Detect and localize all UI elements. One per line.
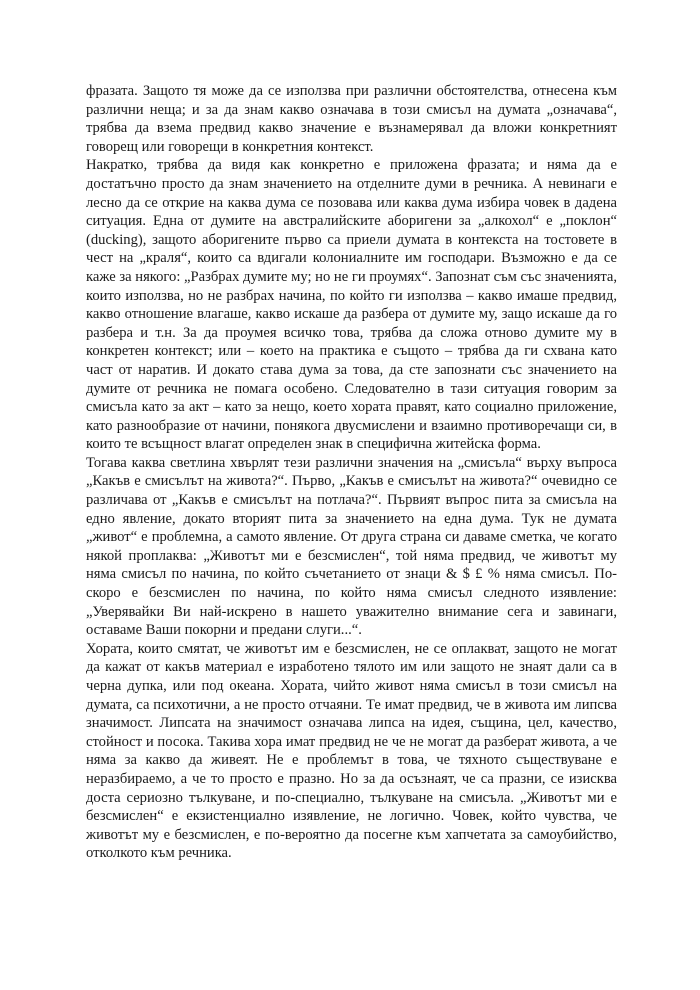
paragraph-4: Хората, които смятат, че животът им е безсмислен, не се оплакват, защото не могат да кажат от какъв материал е изработено тялото им или защото не знаят дали са в черна дупка, или под океана. Хората, чийто живот няма смисъл в този смисъл на думата, са психотични, а не просто отчаяни. Те имат предвид, че в живота им липсва значимост. Липсата на значимост означава липса на идея, същина, цел, качество, стойност и посока. Такива хора имат предвид не че не могат да разберат живота, а че няма за какво да живеят. Не е проблемът в това, че тяхното съществуване е неразбираемо, а че то просто е празно. Но за да осъзнаят, че са празни, се изисква доста сериозно тълкуване, и по-специално, тълкуване на смисъла. „Животът ми е безсмислен“ е екзистенциално изявление, не логично. Човек, който чувства, че животът му е безсмислен, е по-вероятно да посегне към хапчетата за самоубийство, отколкото към речника.	[86, 640, 617, 862]
document-body	[86, 82, 617, 863]
paragraph-3: Тогава каква светлина хвърлят тези различни значения на „смисъла“ върху въпроса „Какъв е смисълът на живота?“. Първо, „Какъв е смисълът на живота?“ очевидно се различава от „Какъв е смисълът на потлача?“. Първият въпрос пита за смисъла на едно явление, докато вторият пита за значението на една дума. Тук не думата „живот“ е проблемна, а самото явление. От друга страна си даваме сметка, че когато някой проплаква: „Животът ми е безсмислен“, той няма предвид, че животът му няма смисъл по начина, по който съчетанието от знаци & $ £ % няма смисъл. По-скоро е безсмислен по начина, по който няма смисъл следното изявление: „Уверявайки Ви най-искрено в нашето уважително внимание сега и завинаги, оставаме Ваши покорни и предани слуги...“.	[86, 454, 617, 639]
paragraph-2: Накратко, трябва да видя как конкретно е приложена фразата; и няма да е достатъчно просто да знам значението на отделните думи в речника. А невинаги е лесно да се открие на каква дума се позовава или каква дума избира човек в дадена ситуация. Една от думите на австралийските аборигени за „алкохол“ е „поклон“ (ducking), защото аборигените първо са приели думата в контекста на тостовете в чест на „краля“, които са вдигали колониалните им господари. Възможно е да се каже за някого: „Разбрах думите му; но не ги проумях“. Запознат съм със значенията, които използва, но не разбрах начина, по който ги използва – какво имаше предвид, какво отношение влагаше, какво искаше да разбера от думите му, защо искаше да го разбера и т.н. За да проумея всичко това, трябва да сложа отново думите му в конкретен контекст; или – което на практика е същото – трябва да ги схвана като част от наратив. И докато става дума за това, да сте запознати със значението на думите от речника не помага особено. Следователно в тази ситуация говорим за смисъла като за акт – като за нещо, което хората правят, като социално приложение, като разнообразие от начини, понякога двусмислени и взаимно противоречащи си, в които те всъщност влагат определен знак в специфична житейска форма.	[86, 157, 618, 453]
paragraph-1: фразата. Защото тя може да се използва при различни обстоятелства, отнесена към различни неща; и за да знам какво означава в този смисъл на думата „означава“, трябва да взема предвид какво значение е възнамерявал да вложи конкретният говорещ или говорещи в конкретния контекст.	[86, 83, 617, 155]
